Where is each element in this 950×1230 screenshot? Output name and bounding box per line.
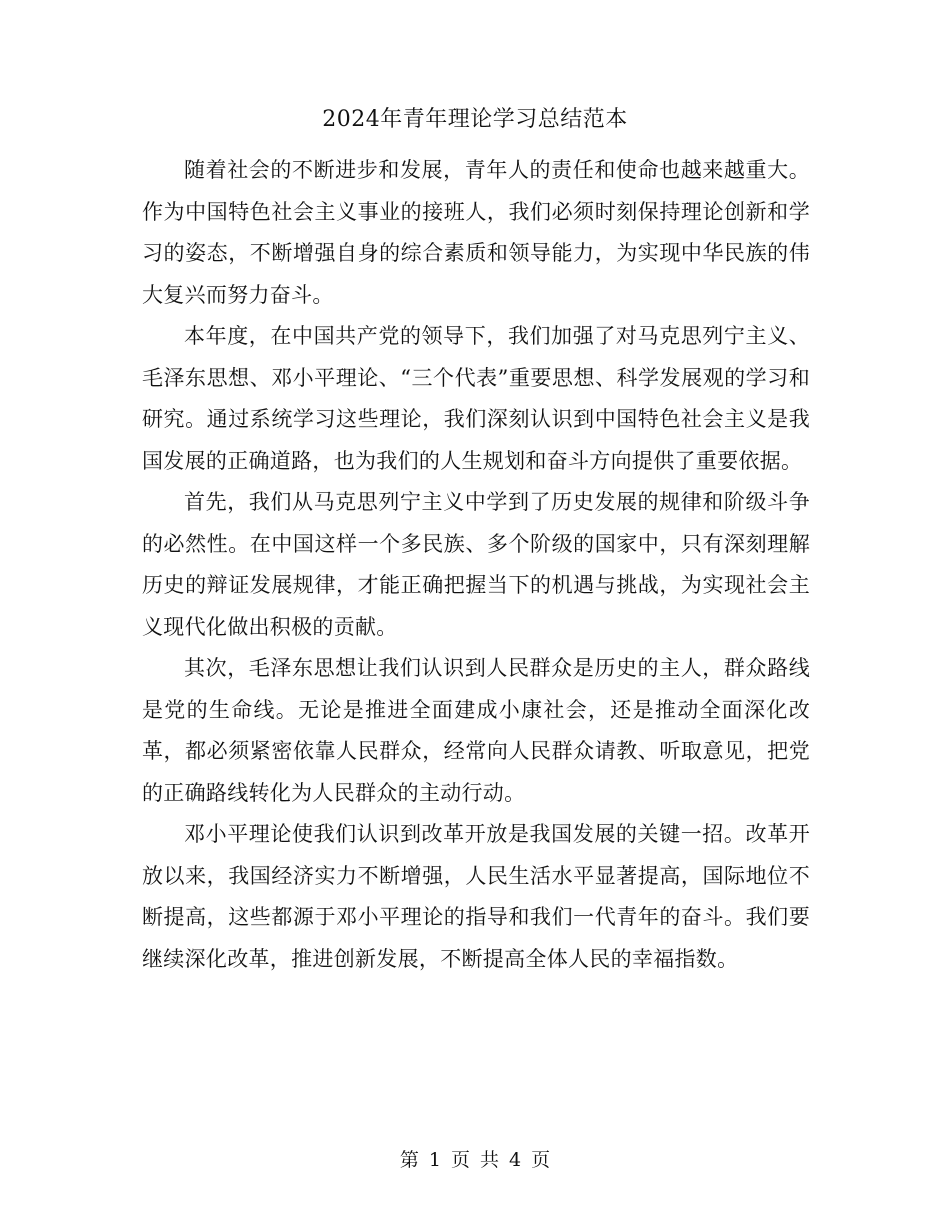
paragraph: 首先，我们从马克思列宁主义中学到了历史发展的规律和阶级斗争的必然性。在中国这样一个多民族、多个阶级的国家中，只有深刻理解历史的辩证发展规律，才能正确把握当下的机遇与挑战，为实现社会主义现代化做出积极的贡献。	[142, 490, 810, 639]
paragraph: 随着社会的不断进步和发展，青年人的责任和使命也越来越重大。作为中国特色社会主义事业的接班人，我们必须时刻保持理论创新和学习的姿态，不断增强自身的综合素质和领导能力，为实现中华民族的伟大复兴而努力奋斗。	[142, 158, 810, 307]
document-title: 2024年青年理论学习总结范本	[322, 107, 628, 132]
paragraph: 其次，毛泽东思想让我们认识到人民群众是历史的主人，群众路线是党的生命线。无论是推进全面建成小康社会，还是推动全面深化改革，都必须紧密依靠人民群众，经常向人民群众请教、听取意见，把党的正确路线转化为人民群众的主动行动。	[142, 656, 810, 805]
document-body	[142, 150, 810, 980]
paragraph: 本年度，在中国共产党的领导下，我们加强了对马克思列宁主义、毛泽东思想、邓小平理论、“三个代表”重要思想、科学发展观的学习和研究。通过系统学习这些理论，我们深刻认识到中国特色社会主义是我国发展的正确道路，也为我们的人生规划和奋斗方向提供了重要依据。	[142, 324, 810, 473]
page-number-footer: 第 1 页 共 4 页	[399, 1149, 551, 1171]
paragraph: 邓小平理论使我们认识到改革开放是我国发展的关键一招。改革开放以来，我国经济实力不断增强，人民生活水平显著提高，国际地位不断提高，这些都源于邓小平理论的指导和我们一代青年的奋斗。我们要继续深化改革，推进创新发展，不断提高全体人民的幸福指数。	[142, 822, 810, 971]
